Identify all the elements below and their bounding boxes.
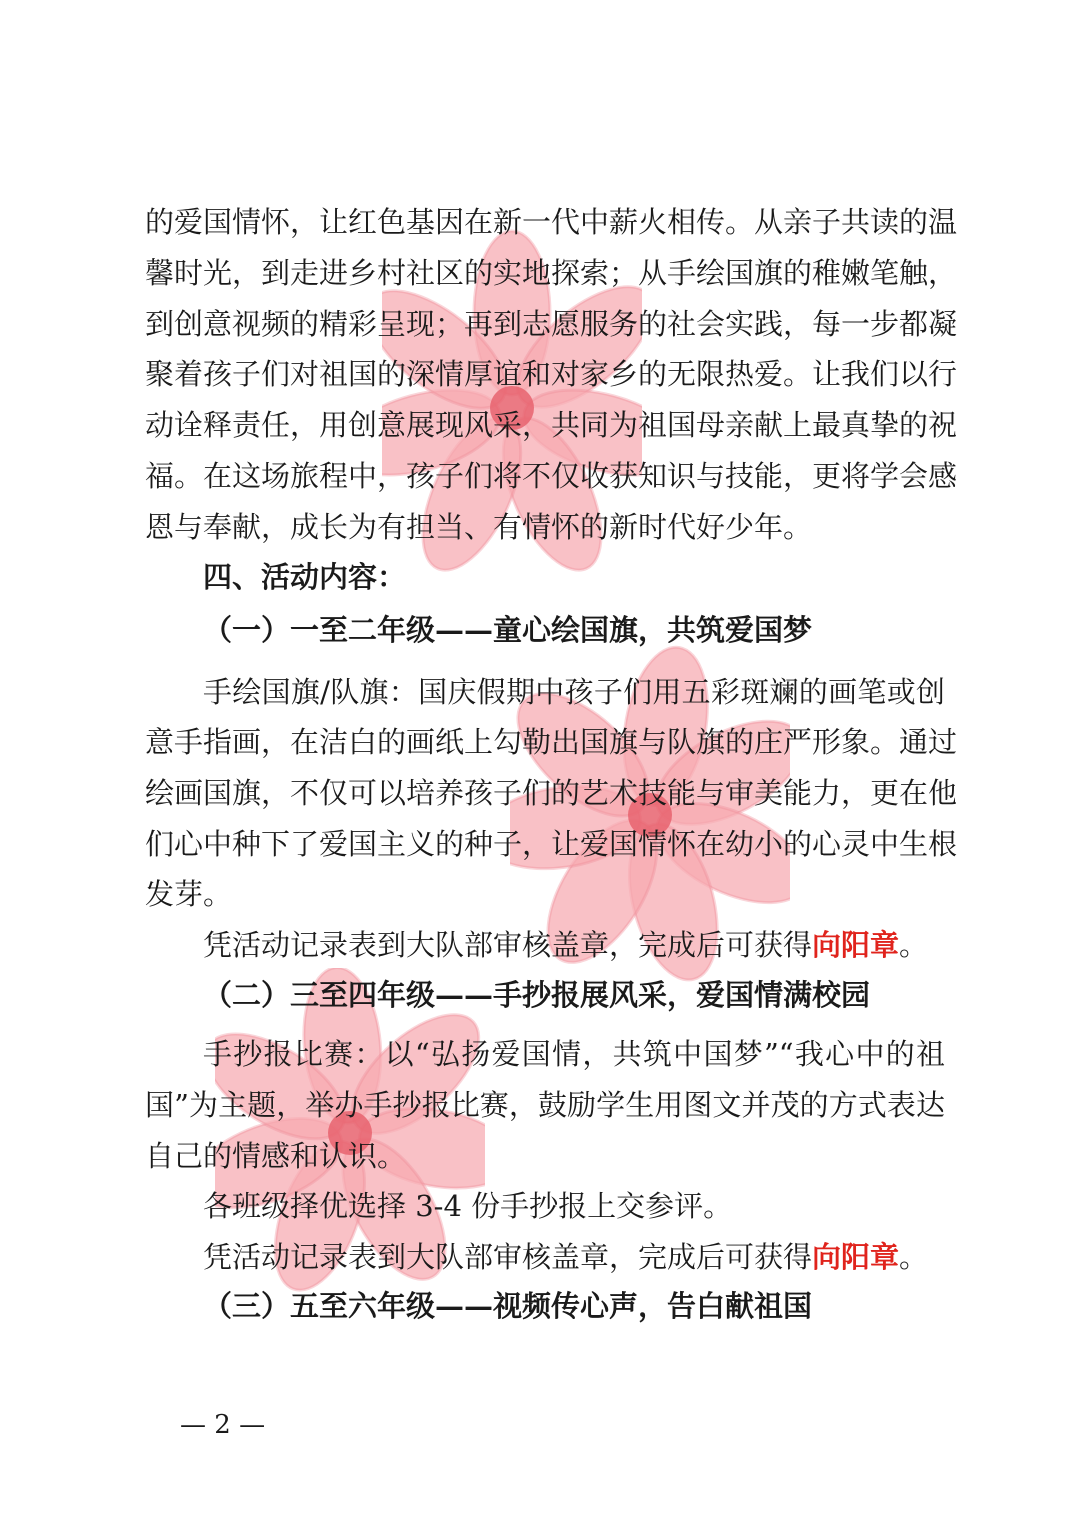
intro-paragraph-line-2: 馨时光，到走进乡村社区的实地探索；从手绘国旗的稚嫩笔触， — [145, 256, 958, 290]
badge-text: 凭活动记录表到大队部审核盖章，完成后可获得 — [203, 928, 813, 962]
grade-1-2-badge-line — [203, 925, 945, 965]
grade-3-4-body-line-1: 手抄报比赛：以“弘扬爱国情，共筑中国梦”“我心中的祖 — [203, 1037, 945, 1071]
badge-suffix: 。 — [899, 1240, 929, 1274]
grade-1-2-body-line-1: 手绘国旗/队旗：国庆假期中孩子们用五彩斑斓的画笔或创 — [203, 675, 945, 709]
grade-3-4-badge-line — [203, 1237, 945, 1277]
intro-paragraph-line-3: 到创意视频的精彩呈现；再到志愿服务的社会实践，每一步都凝 — [145, 307, 958, 341]
subheading-grade-3-4: （二）三至四年级——手抄报展风采，爱国情满校园 — [203, 978, 871, 1012]
grade-1-2-body-line-3: 绘画国旗，不仅可以培养孩子们的艺术技能与审美能力，更在他 — [145, 776, 958, 810]
grade-3-4-body-line-3: 自己的情感和认识。 — [145, 1139, 407, 1173]
intro-paragraph-line-5: 动诠释责任，用创意展现风采，共同为祖国母亲献上最真挚的祝 — [145, 408, 958, 442]
intro-paragraph-line-6: 福。在这场旅程中，孩子们将不仅收获知识与技能，更将学会感 — [145, 459, 958, 493]
grade-3-4-body-line-2: 国”为主题，举办手抄报比赛，鼓励学生用图文并茂的方式表达 — [145, 1088, 945, 1122]
grade-1-2-body-line-4: 们心中种下了爱国主义的种子，让爱国情怀在幼小的心灵中生根 — [145, 827, 958, 861]
subheading-grade-5-6: （三）五至六年级——视频传心声，告白献祖国 — [203, 1289, 813, 1323]
intro-paragraph-line-4: 聚着孩子们对祖国的深情厚谊和对家乡的无限热爱。让我们以行 — [145, 357, 958, 391]
intro-paragraph-line-1: 的爱国情怀，让红色基因在新一代中薪火相传。从亲子共读的温 — [145, 205, 958, 239]
grade-1-2-body-line-2: 意手指画，在洁白的画纸上勾勒出国旗与队旗的庄严形象。通过 — [145, 725, 958, 759]
badge-name-highlight: 向阳章 — [812, 928, 900, 962]
page-number: — 2 — — [180, 1410, 266, 1440]
badge-suffix: 。 — [899, 928, 929, 962]
intro-paragraph-line-7: 恩与奉献，成长为有担当、有情怀的新时代好少年。 — [145, 510, 813, 544]
badge-text: 凭活动记录表到大队部审核盖章，完成后可获得 — [203, 1240, 813, 1274]
badge-name-highlight: 向阳章 — [812, 1240, 900, 1274]
grade-1-2-body-line-5: 发芽。 — [145, 877, 233, 911]
subheading-grade-1-2: （一）一至二年级——童心绘国旗，共筑爱国梦 — [203, 613, 813, 647]
grade-3-4-selection-line: 各班级择优选择 3-4 份手抄报上交参评。 — [203, 1189, 733, 1223]
section-heading-activities: 四、活动内容： — [203, 560, 407, 594]
